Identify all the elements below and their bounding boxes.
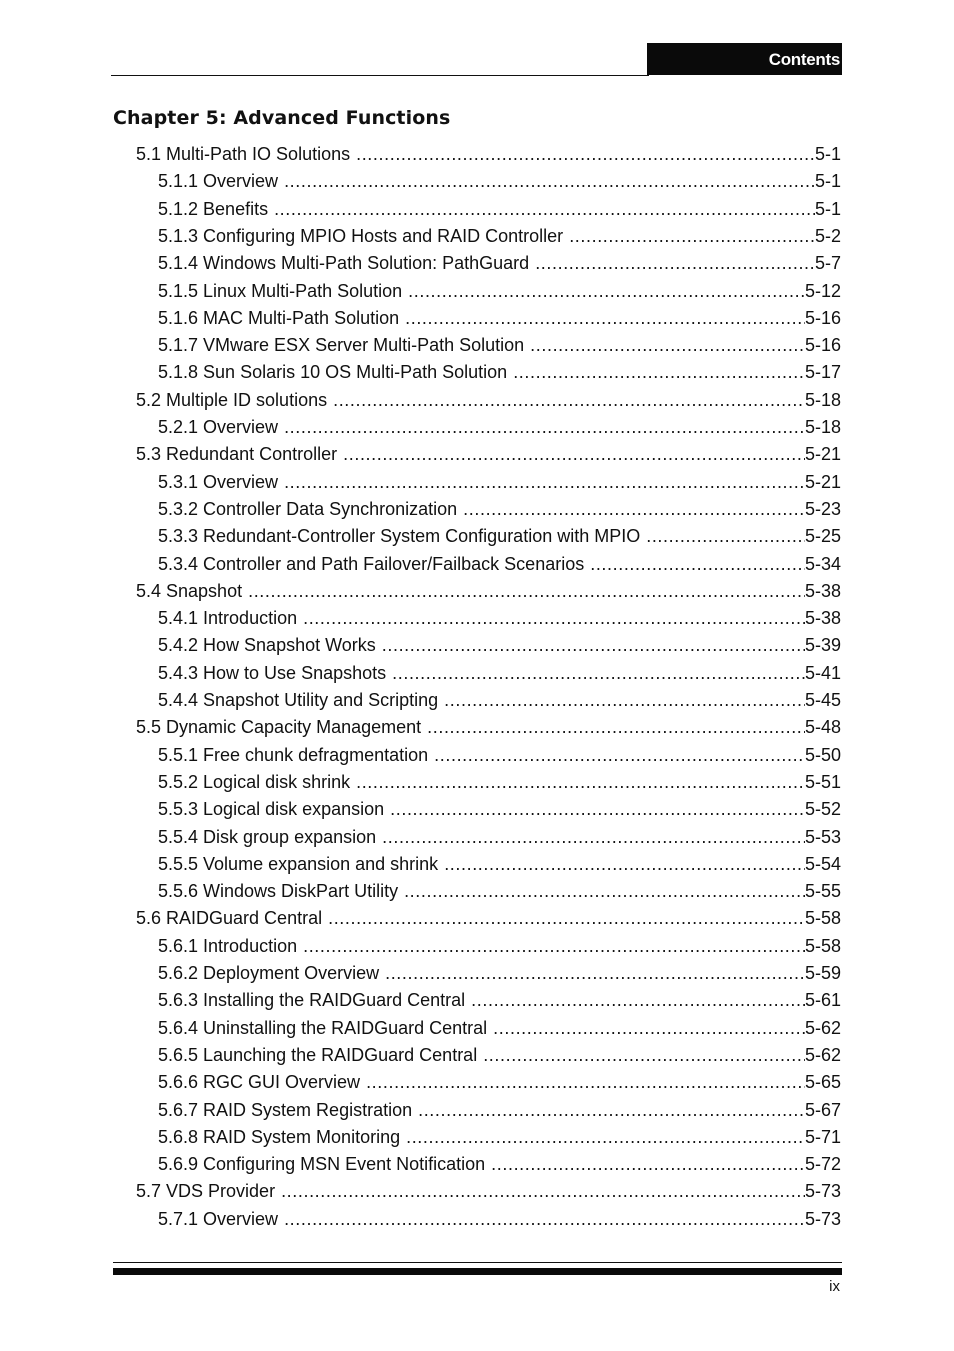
- toc-entry-page: 5-16: [804, 307, 841, 328]
- toc-subsection-entry[interactable]: [158, 196, 841, 223]
- toc-subsection-entry[interactable]: [158, 332, 841, 359]
- toc-subsection-entry[interactable]: [158, 223, 841, 250]
- toc-dot-leader: [404, 878, 805, 905]
- toc-entry-page: 5-61: [804, 990, 841, 1011]
- toc-entry-title: 5.3.4 Controller and Path Failover/Failback Scenarios: [158, 553, 585, 574]
- toc-subsection-entry[interactable]: [158, 1069, 841, 1096]
- toc-subsection-entry[interactable]: [158, 523, 841, 550]
- toc-entry-title: 5.6.2 Deployment Overview: [158, 963, 380, 983]
- toc-entry-page: 5-21: [804, 471, 841, 492]
- footer-rule-thin: [113, 1262, 842, 1263]
- toc-entry-title: 5.4.1 Introduction: [158, 608, 298, 629]
- toc-entry-title: 5.1.4 Windows Multi-Path Solution: PathGuard: [158, 253, 530, 274]
- toc-dot-leader: [343, 441, 805, 468]
- toc-dot-leader: [390, 796, 805, 823]
- toc-dot-leader: [493, 1015, 805, 1042]
- toc-entry-title: 5.2.1 Overview: [158, 417, 279, 437]
- toc-entry-title: 5.5.3 Logical disk expansion: [158, 799, 385, 820]
- toc-entry-title: 5.4.3 How to Use Snapshots: [158, 662, 387, 683]
- toc-entry-title: 5.3.3 Redundant-Controller System Configuration with MPIO: [158, 526, 641, 547]
- toc-entry-title: 5.4.4 Snapshot Utility and Scripting: [158, 690, 439, 710]
- toc-entry-page: 5-48: [804, 717, 841, 738]
- toc-subsection-entry[interactable]: [158, 551, 841, 578]
- toc-subsection-entry[interactable]: [158, 1151, 841, 1178]
- toc-entry-page: 5-67: [804, 1099, 841, 1120]
- toc-subsection-entry[interactable]: [158, 305, 841, 332]
- toc-entry-page: 5-54: [804, 853, 841, 874]
- toc-entry-page: 5-51: [804, 771, 841, 792]
- toc-subsection-entry[interactable]: [158, 605, 841, 632]
- toc-entry-title: 5.1 Multi-Path IO Solutions: [136, 144, 351, 164]
- toc-section-entry[interactable]: [136, 141, 841, 168]
- toc-dot-leader: [471, 987, 805, 1014]
- toc-entry-page: 5-23: [804, 498, 841, 519]
- toc-subsection-entry[interactable]: [158, 1042, 841, 1069]
- toc-dot-leader: [530, 332, 805, 359]
- toc-entry-page: 5-58: [804, 908, 841, 929]
- toc-entry-title: 5.6.3 Installing the RAIDGuard Central: [158, 990, 466, 1011]
- toc-entry-title: 5.1.6 MAC Multi-Path Solution: [158, 307, 400, 328]
- toc-subsection-entry[interactable]: [158, 742, 841, 769]
- toc-section-entry[interactable]: [136, 387, 841, 414]
- toc-subsection-entry[interactable]: [158, 1124, 841, 1151]
- toc-entry-page: 5-1: [814, 171, 841, 192]
- toc-entry-title: 5.5.1 Free chunk defragmentation: [158, 744, 429, 765]
- toc-entry-page: 5-25: [804, 526, 841, 547]
- toc-entry-page: 5-38: [804, 608, 841, 629]
- toc-dot-leader: [366, 1069, 805, 1096]
- toc-dot-leader: [281, 1178, 805, 1205]
- toc-subsection-entry[interactable]: [158, 769, 841, 796]
- toc-entry-title: 5.5.4 Disk group expansion: [158, 826, 377, 847]
- footer-rule-thick: [113, 1268, 842, 1275]
- toc-dot-leader: [406, 1124, 805, 1151]
- toc-entry-page: 5-2: [814, 225, 841, 246]
- toc-subsection-entry[interactable]: [158, 933, 841, 960]
- toc-subsection-entry[interactable]: [158, 960, 841, 987]
- toc-subsection-entry[interactable]: [158, 278, 841, 305]
- header-section-label: Contents: [768, 50, 840, 69]
- toc-entry-page: 5-1: [814, 198, 841, 219]
- toc-dot-leader: [427, 714, 805, 741]
- toc-entry-title: 5.6.7 RAID System Registration: [158, 1099, 413, 1120]
- toc-subsection-entry[interactable]: [158, 632, 841, 659]
- toc-entry-page: 5-41: [804, 662, 841, 683]
- toc-entry-title: 5.4 Snapshot: [136, 580, 243, 601]
- toc-dot-leader: [646, 523, 805, 550]
- toc-dot-leader: [535, 250, 815, 277]
- toc-entry-page: 5-18: [804, 417, 841, 437]
- toc-dot-leader: [284, 469, 805, 496]
- toc-dot-leader: [590, 551, 805, 578]
- toc-entry-page: 5-62: [804, 1044, 841, 1065]
- toc-entry-page: 5-38: [804, 580, 841, 601]
- toc-dot-leader: [408, 278, 805, 305]
- toc-entry-title: 5.7 VDS Provider: [136, 1181, 276, 1202]
- toc-subsection-entry[interactable]: [158, 168, 841, 195]
- toc-dot-leader: [385, 960, 805, 987]
- toc-entry-title: 5.6.4 Uninstalling the RAIDGuard Central: [158, 1017, 488, 1038]
- toc-section-entry[interactable]: [136, 714, 841, 741]
- toc-dot-leader: [284, 1206, 805, 1233]
- toc-section-entry[interactable]: [136, 578, 841, 605]
- toc-dot-leader: [513, 359, 805, 386]
- toc-section-entry[interactable]: [136, 1178, 841, 1205]
- toc-entry-title: 5.1.3 Configuring MPIO Hosts and RAID Controller: [158, 225, 564, 246]
- toc-dot-leader: [284, 168, 815, 195]
- toc-dot-leader: [444, 687, 805, 714]
- toc-dot-leader: [356, 141, 815, 168]
- toc-entry-title: 5.3 Redundant Controller: [136, 444, 338, 465]
- toc-entry-page: 5-50: [804, 744, 841, 765]
- toc-subsection-entry[interactable]: [158, 496, 841, 523]
- toc-entry-title: 5.6.6 RGC GUI Overview: [158, 1072, 361, 1093]
- toc-entry-title: 5.3.2 Controller Data Synchronization: [158, 498, 458, 519]
- toc-entry-title: 5.5.5 Volume expansion and shrink: [158, 853, 439, 874]
- toc-dot-leader: [248, 578, 805, 605]
- toc-subsection-entry[interactable]: [158, 987, 841, 1014]
- toc-subsection-entry[interactable]: [158, 1097, 841, 1124]
- toc-entry-page: 5-59: [804, 963, 841, 983]
- toc-dot-leader: [483, 1042, 805, 1069]
- toc-dot-leader: [333, 387, 805, 414]
- toc-entry-title: 5.2 Multiple ID solutions: [136, 389, 328, 410]
- toc-subsection-entry[interactable]: [158, 687, 841, 714]
- footer-page-number: ix: [829, 1278, 840, 1295]
- toc-entry-title: 5.1.7 VMware ESX Server Multi-Path Solution: [158, 335, 525, 356]
- toc-entry-page: 5-55: [804, 881, 841, 902]
- toc-entry-title: 5.6 RAIDGuard Central: [136, 908, 323, 929]
- toc-dot-leader: [434, 742, 805, 769]
- toc-entry-title: 5.6.5 Launching the RAIDGuard Central: [158, 1044, 478, 1065]
- toc-dot-leader: [405, 305, 805, 332]
- toc-entry-page: 5-12: [804, 280, 841, 301]
- chapter-title: Chapter 5: Advanced Functions: [113, 107, 451, 129]
- toc-entry-title: 5.6.9 Configuring MSN Event Notification: [158, 1154, 486, 1175]
- toc-dot-leader: [284, 414, 805, 441]
- toc-subsection-entry[interactable]: [158, 469, 841, 496]
- header-section-tab: [647, 43, 842, 75]
- toc-dot-leader: [392, 660, 805, 687]
- toc-entry-page: 5-73: [804, 1208, 841, 1229]
- toc-entry-page: 5-34: [804, 553, 841, 574]
- toc-subsection-entry[interactable]: [158, 851, 841, 878]
- toc-entry-page: 5-53: [804, 826, 841, 847]
- toc-entry-page: 5-45: [804, 690, 841, 710]
- toc-entry-page: 5-39: [804, 635, 841, 656]
- toc-entry-page: 5-17: [804, 362, 841, 383]
- toc-entry-title: 5.1.5 Linux Multi-Path Solution: [158, 280, 403, 301]
- toc-entry-title: 5.1.8 Sun Solaris 10 OS Multi-Path Solution: [158, 362, 508, 383]
- toc-entry-title: 5.4.2 How Snapshot Works: [158, 635, 376, 656]
- toc-dot-leader: [382, 824, 805, 851]
- toc-dot-leader: [328, 905, 805, 932]
- toc-entry-title: 5.5.6 Windows DiskPart Utility: [158, 881, 399, 902]
- toc-dot-leader: [491, 1151, 805, 1178]
- toc-subsection-entry[interactable]: [158, 878, 841, 905]
- toc-entry-title: 5.7.1 Overview: [158, 1208, 279, 1229]
- toc-entry-page: 5-1: [814, 144, 841, 164]
- toc-dot-leader: [444, 851, 805, 878]
- toc-entry-title: 5.6.1 Introduction: [158, 935, 298, 956]
- toc-entry-page: 5-72: [804, 1154, 841, 1175]
- toc-subsection-entry[interactable]: [158, 660, 841, 687]
- toc-subsection-entry[interactable]: [158, 796, 841, 823]
- toc-entry-title: 5.5 Dynamic Capacity Management: [136, 717, 422, 738]
- toc-entry-title: 5.3.1 Overview: [158, 471, 279, 492]
- toc-dot-leader: [569, 223, 815, 250]
- toc-dot-leader: [274, 196, 815, 223]
- toc-entry-title: 5.6.8 RAID System Monitoring: [158, 1126, 401, 1147]
- toc-subsection-entry[interactable]: [158, 824, 841, 851]
- toc-entry-page: 5-71: [804, 1126, 841, 1147]
- toc-entry-page: 5-62: [804, 1017, 841, 1038]
- toc-dot-leader: [418, 1097, 805, 1124]
- toc-dot-leader: [303, 933, 805, 960]
- toc-section-entry[interactable]: [136, 905, 841, 932]
- toc-subsection-entry[interactable]: [158, 1206, 841, 1233]
- toc-entry-page: 5-16: [804, 335, 841, 356]
- toc-entry-page: 5-21: [804, 444, 841, 465]
- toc-entry-page: 5-73: [804, 1181, 841, 1202]
- toc-subsection-entry[interactable]: [158, 250, 841, 277]
- toc-subsection-entry[interactable]: [158, 414, 841, 441]
- toc-dot-leader: [463, 496, 805, 523]
- toc-entry-page: 5-52: [804, 799, 841, 820]
- toc-entry-page: 5-65: [804, 1072, 841, 1093]
- header-rule: [111, 75, 649, 76]
- toc-entry-title: 5.1.1 Overview: [158, 171, 279, 192]
- toc-dot-leader: [356, 769, 805, 796]
- toc-section-entry[interactable]: [136, 441, 841, 468]
- toc-entry-page: 5-7: [814, 253, 841, 274]
- toc-entry-page: 5-18: [804, 389, 841, 410]
- toc-dot-leader: [382, 632, 805, 659]
- toc-subsection-entry[interactable]: [158, 1015, 841, 1042]
- toc-dot-leader: [303, 605, 805, 632]
- toc-entry-title: 5.1.2 Benefits: [158, 198, 269, 219]
- toc-entry-title: 5.5.2 Logical disk shrink: [158, 771, 351, 792]
- toc-entry-page: 5-58: [804, 935, 841, 956]
- toc-subsection-entry[interactable]: [158, 359, 841, 386]
